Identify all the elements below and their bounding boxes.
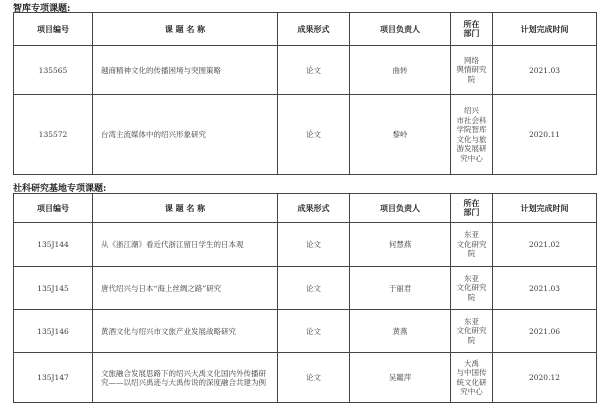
section-title-research-base: 社科研究基地专项课题:: [13, 184, 107, 194]
cell-leader: 何慧燕: [350, 223, 451, 267]
header-department: 所在 部门: [451, 194, 493, 223]
cell-name: 台湾主流媒体中的绍兴形象研究: [93, 95, 278, 175]
cell-time: 2021.03: [493, 46, 597, 95]
cell-name: 唐代绍兴与日本“海上丝绸之路”研究: [93, 267, 278, 310]
cell-code: 135J144: [14, 223, 93, 267]
cell-leader: 曲转: [350, 46, 451, 95]
research-base-table: [13, 193, 597, 403]
header-result-form: 成果形式: [278, 13, 350, 46]
cell-form: 论文: [278, 310, 350, 353]
cell-time: 2021.03: [493, 267, 597, 310]
section-title-think-tank: 智库专项课题:: [13, 4, 71, 14]
cell-form: 论文: [278, 95, 350, 175]
table-row: [14, 223, 597, 267]
header-department: 所在 部门: [451, 13, 493, 46]
cell-code: 135J147: [14, 353, 93, 403]
cell-time: 2021.06: [493, 310, 597, 353]
cell-department: 东亚 文化研究 院: [451, 267, 493, 310]
cell-leader: 于丽君: [350, 267, 451, 310]
table-row: [14, 267, 597, 310]
cell-department: 东亚 文化研究 院: [451, 310, 493, 353]
header-project-name: 课 题 名 称: [93, 13, 278, 46]
cell-code: 135565: [14, 46, 93, 95]
think-tank-table: [13, 12, 597, 175]
cell-leader: 黄燕: [350, 310, 451, 353]
cell-department: 东亚 文化研究 院: [451, 223, 493, 267]
cell-time: 2021.02: [493, 223, 597, 267]
header-project-code: 项目编号: [14, 13, 93, 46]
table-row: [14, 353, 597, 403]
cell-name: 文旅融合发展思路下的绍兴大禹文化国内外传播研究——以绍兴禹迹与大禹传说的深度融合共建为例: [93, 353, 278, 403]
cell-form: 论文: [278, 267, 350, 310]
header-completion-time: 计划完成时间: [493, 13, 597, 46]
cell-leader: 黎岭: [350, 95, 451, 175]
cell-form: 论文: [278, 353, 350, 403]
table-row: [14, 46, 597, 95]
cell-form: 论文: [278, 46, 350, 95]
cell-code: 135572: [14, 95, 93, 175]
cell-code: 135J146: [14, 310, 93, 353]
cell-department: 网络 舆情研究 院: [451, 46, 493, 95]
cell-time: 2020.12: [493, 353, 597, 403]
cell-code: 135J145: [14, 267, 93, 310]
header-result-form: 成果形式: [278, 194, 350, 223]
cell-department: 绍兴 市社会科 学院智库 文化与旅 游发展研 究中心: [451, 95, 493, 175]
table-row: [14, 310, 597, 353]
cell-form: 论文: [278, 223, 350, 267]
cell-name: 黄酒文化与绍兴市文旅产业发展战略研究: [93, 310, 278, 353]
table-row: [14, 95, 597, 175]
cell-department: 大禹 与中国传 统文化研 究中心: [451, 353, 493, 403]
table-header-row: [14, 194, 597, 223]
cell-leader: 吴鑑萍: [350, 353, 451, 403]
cell-name: 从《浙江潮》看近代浙江留日学生的日本观: [93, 223, 278, 267]
cell-time: 2020.11: [493, 95, 597, 175]
header-leader: 项目负责人: [350, 194, 451, 223]
header-project-name: 课 题 名 称: [93, 194, 278, 223]
header-completion-time: 计划完成时间: [493, 194, 597, 223]
header-project-code: 项目编号: [14, 194, 93, 223]
cell-name: 越商精神文化的传播困境与突围策略: [93, 46, 278, 95]
header-leader: 项目负责人: [350, 13, 451, 46]
table-header-row: [14, 13, 597, 46]
